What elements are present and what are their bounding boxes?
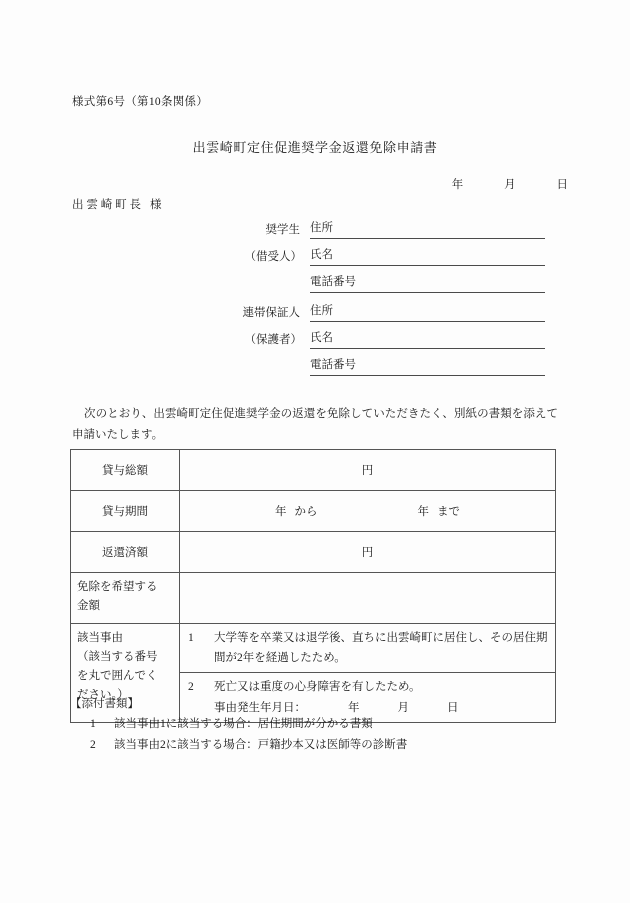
- loan-period-from-year: 年: [275, 506, 287, 518]
- guarantor-phone-label: 電話番号: [310, 359, 356, 371]
- attachment-item-1-number: 1: [90, 718, 96, 730]
- loan-period-value-cell[interactable]: [180, 491, 556, 532]
- scholar-role-sublabel: （借受人）: [244, 251, 302, 263]
- guarantor-name-label: 氏名: [310, 332, 333, 344]
- scholar-address-row: [225, 212, 545, 239]
- scholar-role-label: 奨学生: [265, 224, 300, 236]
- loan-period-to: [418, 503, 461, 519]
- attachment-item-2: [70, 735, 570, 756]
- scholar-phone-field[interactable]: [310, 273, 545, 293]
- loan-period-from: [275, 503, 318, 519]
- reason-label-line1: 該当事由: [77, 632, 123, 644]
- repaid-amount-unit: 円: [361, 547, 374, 559]
- scholar-address-label: 住所: [310, 222, 333, 234]
- loan-period-to-word: まで: [437, 506, 460, 518]
- reason-option-2-number: 2: [188, 681, 194, 693]
- application-table: [70, 449, 556, 723]
- reason-label-line3: を丸で囲んでく: [77, 670, 158, 682]
- loan-period-to-year: 年: [417, 506, 429, 518]
- attachment-item-1-text: 該当事由1に該当する場合：居住期間が分かる書類: [114, 718, 373, 730]
- loan-period-label: 貸与期間: [71, 491, 180, 532]
- addressee-honorific: 様: [150, 199, 162, 211]
- guarantor-role-sublabel: （保護者）: [244, 334, 302, 346]
- guarantor-address-row: [225, 295, 545, 322]
- reason-option-1-text: 大学等を卒業又は退学後、直ちに出雲崎町に居住し、その居住期間が2年を経過したため。: [214, 632, 548, 664]
- total-loan-unit: 円: [361, 465, 374, 477]
- repaid-amount-value-cell[interactable]: [180, 532, 556, 573]
- date-year-label: 年: [451, 179, 464, 191]
- application-body-text: 次のとおり、出雲崎町定住促進奨学金の返還を免除していただきたく、別紙の書類を添えて申請いたします。: [72, 408, 558, 441]
- scholar-name-field[interactable]: [310, 246, 545, 266]
- requested-exemption-value-cell[interactable]: [180, 573, 556, 624]
- table-row-total-loan: [71, 450, 556, 491]
- reason-date-day: 日: [447, 702, 459, 714]
- scholar-block: [225, 212, 545, 293]
- attachment-item-2-text: 該当事由2に該当する場合：戸籍抄本又は医師等の診断書: [114, 739, 408, 751]
- date-day-label: 日: [556, 179, 568, 191]
- guarantor-phone-row: [225, 349, 545, 376]
- reason-date-label: 事由発生年月日：: [214, 702, 306, 714]
- guarantor-role-label: 連帯保証人: [242, 307, 300, 319]
- guarantor-address-label: 住所: [310, 305, 333, 317]
- guarantor-name-field[interactable]: [310, 329, 545, 349]
- table-row-loan-period: [71, 491, 556, 532]
- attachments-title: 【添付書類】: [70, 698, 139, 710]
- requested-exemption-label-line2: 金額: [77, 600, 100, 612]
- addressee: [72, 196, 162, 212]
- attachment-item-1: [70, 714, 570, 735]
- reason-option-2-text: 死亡又は重度の心身障害を有したため。: [214, 681, 421, 693]
- reason-date-month: 月: [397, 702, 409, 714]
- scholar-phone-label: 電話番号: [310, 276, 356, 288]
- guarantor-phone-field[interactable]: [310, 356, 545, 376]
- form-number: 様式第6号（第10条関係）: [72, 96, 209, 108]
- total-loan-label: 貸与総額: [71, 450, 180, 491]
- table-row-requested-exemption: [71, 573, 556, 624]
- table-row-repaid-amount: [71, 532, 556, 573]
- date-line: [0, 176, 568, 192]
- attachment-item-2-number: 2: [90, 739, 96, 751]
- requested-exemption-label-line1: 免除を希望する: [77, 581, 158, 593]
- requested-exemption-label: [71, 573, 180, 624]
- reason-option-1-number: 1: [188, 632, 194, 644]
- reason-option-1[interactable]: [180, 624, 555, 672]
- scholar-name-row: [225, 239, 545, 266]
- guarantor-address-field[interactable]: [310, 302, 545, 322]
- total-loan-value-cell[interactable]: [180, 450, 556, 491]
- reason-label-line2: （該当する番号: [77, 651, 158, 663]
- reason-date-year: 年: [348, 702, 360, 714]
- scholar-name-label: 氏名: [310, 249, 333, 261]
- loan-period-from-word: から: [294, 506, 318, 518]
- document-title: 出雲崎町定住促進奨学金返還免除申請書: [192, 140, 438, 155]
- date-month-label: 月: [504, 179, 516, 191]
- scholar-address-field[interactable]: [310, 219, 545, 239]
- scholar-phone-row: [225, 266, 545, 293]
- repaid-amount-label: 返還済額: [71, 532, 180, 573]
- guarantor-block: [225, 295, 545, 376]
- guarantor-name-row: [225, 322, 545, 349]
- attachments-section: [70, 694, 570, 756]
- reason-label-line4: ださい。）: [77, 689, 129, 701]
- addressee-office: 出 雲 崎 町 長: [72, 199, 141, 211]
